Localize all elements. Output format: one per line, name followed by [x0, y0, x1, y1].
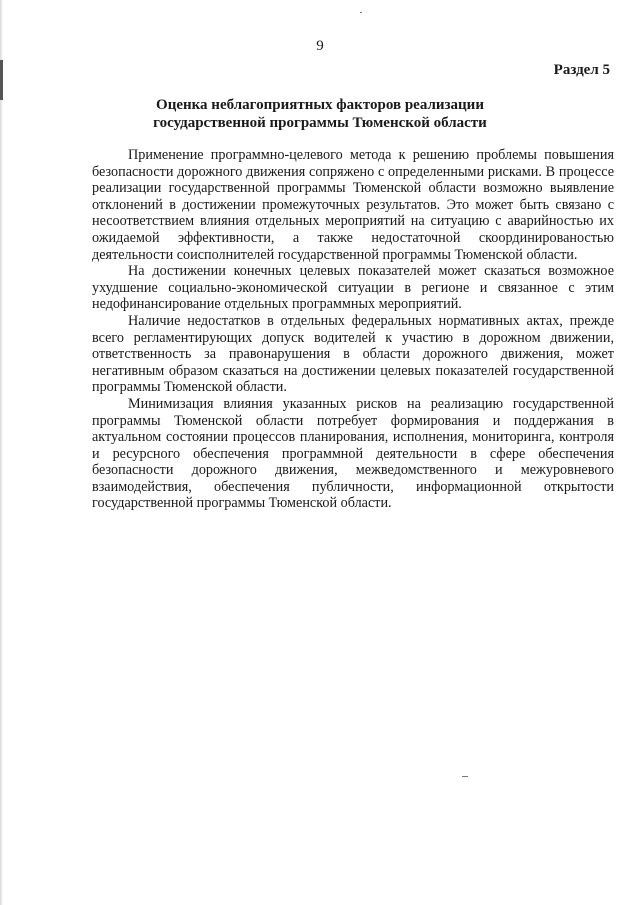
- page-number: 9: [316, 38, 324, 54]
- title-line-1: Оценка неблагоприятных факторов реализации: [156, 97, 484, 113]
- document-body: [92, 147, 614, 512]
- paragraph-1: Применение программно-целевого метода к решению проблемы повышения безопасности дорожного движения сопряжено с определенными рисками. В процессе реализации государственной программы Тюменской области возможно выявление отклонений в достижении промежуточных результатов. Это может быть связано с несоответствием влияния отдельных мероприятий на ситуацию с аварийностью их ожидаемой эффективности, а также недостаточной скоординированостью деятельности соисполнителей государственной программы Тюменской области.: [92, 147, 614, 263]
- paragraph-3: Наличие недостатков в отдельных федеральных нормативных актах, прежде всего регламентирующих допуск водителей к участию в дорожном движении, ответственность за правонарушения в области дорожного движения, может негативным образом сказаться на достижении целевых показателей государственной программы Тюменской области.: [92, 312, 614, 396]
- scan-speck: [360, 12, 362, 13]
- section-label: Раздел 5: [553, 62, 610, 78]
- scan-edge: [0, 0, 3, 905]
- scan-edge-mark: [0, 60, 3, 100]
- title-line-2: государственной программы Тюменской области: [153, 115, 487, 131]
- scan-speck: [462, 776, 468, 777]
- paragraph-2: На достижении конечных целевых показателей может сказаться возможное ухудшение социально-экономической ситуации в регионе и связанное с этим недофинансирование отдельных программных мероприятий.: [92, 263, 614, 313]
- paragraph-4: Минимизация влияния указанных рисков на реализацию государственной программы Тюменской области потребует формирования и поддержания в актуальном состоянии процессов планирования, исполнения, мониторинга, контроля и ресурсного обеспечения программной деятельности в сфере обеспечения безопасности дорожного движения, межведомственного и межуровневого взаимодействия, обеспечения публичности, информационной открытости государственной программы Тюменской области.: [92, 395, 614, 512]
- document-title: [0, 96, 640, 132]
